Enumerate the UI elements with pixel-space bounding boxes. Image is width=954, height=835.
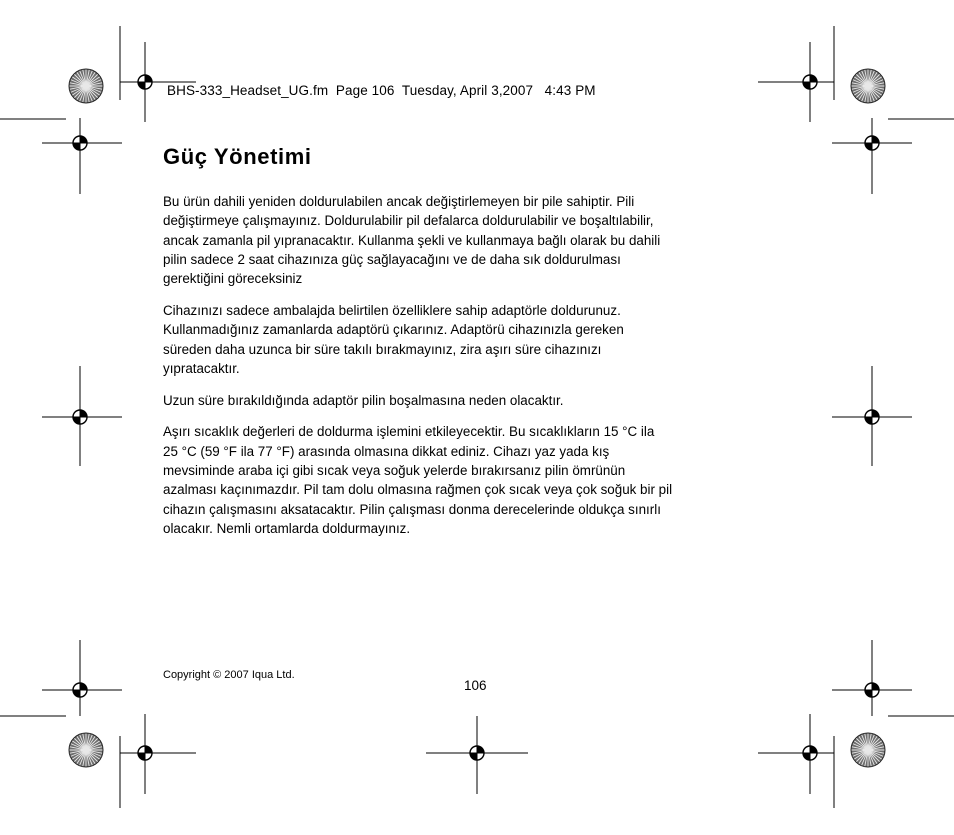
body-text (163, 192, 783, 551)
text-line: cihazın çalışmasını aksatacaktır. Pilin çalışması donma derecelerinde oldukça sınırlı (163, 501, 661, 517)
paragraph-adapter (163, 301, 783, 378)
text-line: Uzun süre bırakıldığında adaptör pilin boşalmasına neden olacaktır. (163, 392, 564, 408)
text-line: pilin sadece 2 saat cihazınıza güç sağlayacağını ve de daha sık doldurulması (163, 251, 621, 267)
text-line: değiştirmeye çalışmayınız. Doldurulabilir pil defalarca doldurulabilir ve boşaltılabilir, (163, 213, 654, 229)
page-number: 106 (464, 678, 487, 693)
text-line: gerektiğini göreceksiniz (163, 271, 303, 287)
paragraph-temperature (163, 422, 783, 538)
paragraph-battery (163, 192, 783, 288)
text-line: Aşırı sıcaklık değerleri de doldurma işlemini etkileyecektir. Bu sıcaklıkların 15 °C ila (163, 424, 655, 440)
text-line: yıpratacaktır. (163, 360, 240, 376)
text-line: mevsiminde araba içi gibi sıcak veya soğuk yelerde bırakırsanız pilin ömrünün (163, 463, 626, 479)
text-line: Bu ürün dahili yeniden doldurulabilen ancak değiştirlemeyen bir pile sahiptir. Pili (163, 194, 635, 209)
text-line: ancak zamanla pil yıpranacaktır. Kullanma şekli ve kullanmaya bağlı olarak bu dahili (163, 232, 661, 248)
text-line: Cihazınızı sadece ambalajda belirtilen özelliklere sahip adaptörle doldurunuz. (163, 302, 621, 318)
text-line: 25 °C (59 °F ila 77 °F) arasında olmasına dikkat ediniz. Cihazı yaz yada kış (163, 443, 610, 459)
text-line: süreden daha uzunca bir süre takılı bırakmayınız, zira aşırı süre cihazınızı (163, 341, 602, 357)
text-line: azalması kaçınımazdır. Pil tam dolu olmasına rağmen çok sıcak veya çok soğuk bir pil (163, 482, 673, 498)
page-title: Güç Yönetimi (163, 144, 312, 169)
text-line: Kullanmadığınız zamanlarda adaptörü çıkarınız. Adaptörü cihazınızla gereken (163, 322, 624, 338)
print-header: BHS-333_Headset_UG.fm Page 106 Tuesday, April 3,2007 4:43 PM (167, 83, 596, 98)
text-line: olacakır. Nemli ortamlarda doldurmayınız. (163, 520, 411, 536)
paragraph-discharge (163, 391, 783, 410)
copyright-notice: Copyright © 2007 Iqua Ltd. (163, 669, 295, 681)
